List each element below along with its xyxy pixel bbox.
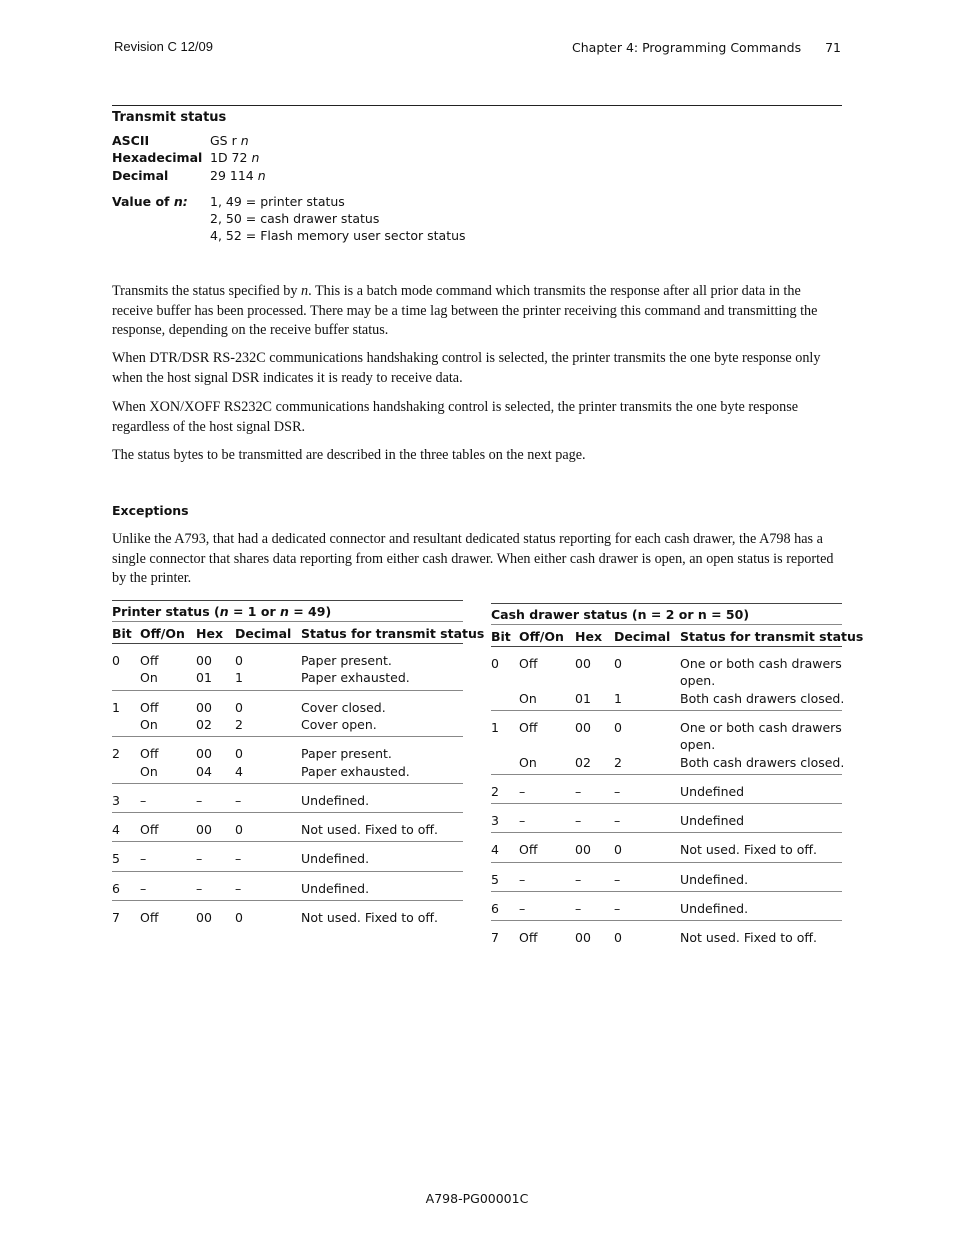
- decimal-label: Decimal: [112, 168, 169, 183]
- row-divider: [112, 841, 463, 842]
- row-divider: [112, 900, 463, 901]
- cell-status: Cover open.: [301, 716, 377, 732]
- header-chapter: [572, 40, 841, 55]
- description-paragraph: When DTR/DSR RS-232C communications handshaking control is selected, the printer transmits the one byte response only when the host signal DSR indicates it is ready to receive data.: [112, 350, 821, 386]
- cell-bit: 5: [112, 851, 120, 867]
- cell-status: Cover closed.: [301, 699, 386, 715]
- cell-bit: 7: [112, 910, 120, 925]
- cell-status: Not used. Fixed to off.: [680, 930, 817, 946]
- cell-decimal: 0: [235, 910, 243, 925]
- cell-decimal: 0: [614, 842, 622, 858]
- value-of-n-item: 4, 52 = Flash memory user sector status: [210, 228, 466, 243]
- cell-hex: 01: [196, 670, 212, 686]
- cell-hex: 04: [196, 763, 212, 779]
- cell-off-on: –: [519, 813, 526, 829]
- value-of-n-item: 1, 49 = printer status: [210, 194, 345, 209]
- cell-hex: –: [575, 783, 582, 799]
- cell-decimal: 0: [235, 653, 243, 668]
- row-divider: [112, 736, 463, 737]
- col-header-bit: Bit: [112, 626, 132, 641]
- col-header-status: Status for transmit status: [301, 626, 485, 641]
- col-header-hex: Hex: [575, 629, 603, 644]
- cell-bit: 4: [491, 842, 499, 858]
- cell-off-on: Off: [140, 746, 159, 762]
- cell-hex: 02: [575, 754, 591, 770]
- description-paragraph: When XON/XOFF RS232C communications handshaking control is selected, the printer transmits the one byte response regardless of the host signal DSR.: [112, 399, 799, 435]
- section-rule: [112, 105, 842, 106]
- cell-off-on: On: [140, 716, 158, 732]
- chapter-title: Chapter 4: Programming Commands: [572, 40, 802, 55]
- cell-bit: 5: [491, 871, 499, 887]
- cell-status: Undefined.: [680, 871, 749, 887]
- cell-status: open.: [680, 673, 716, 689]
- header-revision: Revision C 12/09: [114, 39, 213, 54]
- command-title: Transmit status: [112, 110, 227, 125]
- cell-off-on: On: [519, 690, 537, 706]
- table-rule: [491, 646, 842, 647]
- cell-off-on: Off: [519, 842, 538, 858]
- table-rule: [491, 624, 842, 625]
- cell-hex: –: [575, 901, 582, 916]
- cell-off-on: Off: [140, 699, 159, 715]
- cell-off-on: On: [519, 754, 537, 770]
- cell-status: Undefined: [680, 783, 745, 799]
- row-divider: [491, 920, 842, 921]
- col-header-bit: Bit: [491, 629, 511, 644]
- cell-bit: 3: [491, 813, 499, 829]
- printer-status-table: [112, 600, 485, 925]
- cell-off-on: Off: [140, 653, 159, 668]
- cell-status: Not used. Fixed to off.: [301, 910, 438, 925]
- cell-off-on: –: [519, 871, 526, 887]
- cell-status: Not used. Fixed to off.: [680, 842, 817, 858]
- cell-bit: 7: [491, 930, 499, 946]
- cell-status: Not used. Fixed to off.: [301, 822, 438, 838]
- cell-off-on: –: [140, 792, 147, 808]
- cell-decimal: 4: [235, 763, 243, 779]
- value-of-n-item: 2, 50 = cash drawer status: [210, 211, 380, 226]
- cell-off-on: Off: [519, 656, 538, 671]
- cell-bit: 6: [491, 901, 499, 916]
- cell-hex: 00: [575, 656, 591, 671]
- cell-off-on: –: [140, 851, 147, 867]
- cell-hex: –: [196, 880, 203, 896]
- col-header-off-on: Off/On: [519, 629, 564, 644]
- printer-table-title: Printer status (n = 1 or n = 49): [112, 604, 332, 619]
- cell-decimal: –: [614, 871, 621, 887]
- cell-bit: 0: [112, 653, 120, 668]
- cell-hex: 01: [575, 690, 591, 706]
- row-divider: [112, 783, 463, 784]
- decimal-value: 29 114 n: [210, 168, 266, 183]
- cell-hex: 00: [196, 822, 212, 838]
- cell-status: Undefined: [680, 813, 745, 829]
- page-number: 71: [825, 40, 841, 55]
- cell-off-on: –: [140, 880, 147, 896]
- cell-bit: 0: [491, 656, 499, 671]
- cell-hex: 00: [575, 719, 591, 735]
- cell-decimal: 0: [235, 699, 243, 715]
- row-divider: [112, 812, 463, 813]
- hex-value: 1D 72 n: [210, 150, 260, 165]
- cell-decimal: 2: [235, 716, 243, 732]
- col-header-status: Status for transmit status: [680, 629, 864, 644]
- cell-hex: 00: [196, 910, 212, 925]
- cell-decimal: –: [614, 813, 621, 829]
- cell-bit: 4: [112, 822, 120, 838]
- cell-decimal: 1: [614, 690, 622, 706]
- cell-decimal: –: [235, 851, 242, 867]
- hex-label: Hexadecimal: [112, 150, 203, 165]
- cell-status: Undefined.: [301, 851, 370, 867]
- cell-off-on: On: [140, 670, 158, 686]
- cell-status: One or both cash drawers: [680, 656, 842, 671]
- cell-hex: 00: [196, 653, 212, 668]
- cell-decimal: –: [614, 783, 621, 799]
- col-header-hex: Hex: [196, 626, 224, 641]
- cell-status: One or both cash drawers: [680, 719, 842, 735]
- cell-hex: –: [196, 851, 203, 867]
- footer-doc-id: A798-PG00001C: [425, 1191, 529, 1206]
- cell-hex: 02: [196, 716, 212, 732]
- cell-decimal: 0: [235, 822, 243, 838]
- cell-off-on: –: [519, 783, 526, 799]
- cell-bit: 2: [112, 746, 120, 762]
- col-header-off-on: Off/On: [140, 626, 185, 641]
- cell-hex: 00: [575, 930, 591, 946]
- cell-hex: 00: [196, 746, 212, 762]
- cell-off-on: On: [140, 763, 158, 779]
- col-header-decimal: Decimal: [614, 629, 671, 644]
- row-divider: [491, 774, 842, 775]
- col-header-decimal: Decimal: [235, 626, 292, 641]
- exceptions-paragraph: Unlike the A793, that had a dedicated connector and resultant dedicated status reporting for each cash drawer, the A798 has a single connector that shares data reporting from either cash drawer. When either cash drawer is open, an open status is reported by the printer.: [112, 531, 834, 586]
- cell-bit: 2: [491, 783, 499, 799]
- row-divider: [491, 862, 842, 863]
- cell-decimal: 0: [614, 719, 622, 735]
- cell-off-on: Off: [519, 930, 538, 946]
- ascii-label: ASCII: [112, 133, 150, 148]
- cell-status: Both cash drawers closed.: [680, 754, 845, 770]
- cell-decimal: –: [235, 792, 242, 808]
- cell-bit: 1: [112, 699, 120, 715]
- cell-off-on: Off: [140, 822, 159, 838]
- cell-decimal: 0: [614, 930, 622, 946]
- table-rule: [112, 643, 463, 644]
- cell-status: Both cash drawers closed.: [680, 690, 845, 706]
- row-divider: [491, 832, 842, 833]
- cell-decimal: 0: [235, 746, 243, 762]
- row-divider: [112, 871, 463, 872]
- cell-status: Paper exhausted.: [301, 670, 410, 686]
- cell-decimal: –: [614, 901, 621, 916]
- cell-decimal: 2: [614, 754, 622, 770]
- cell-status: Paper present.: [301, 746, 392, 762]
- ascii-value: GS r n: [210, 133, 249, 148]
- table-top-rule: [491, 603, 842, 604]
- cell-off-on: –: [519, 901, 526, 916]
- cell-off-on: Off: [140, 910, 159, 925]
- cell-bit: 3: [112, 792, 120, 808]
- table-rule: [112, 621, 463, 622]
- table-top-rule: [112, 600, 463, 601]
- value-of-n-label: Value of n:: [112, 194, 188, 209]
- cell-status: open.: [680, 737, 716, 753]
- cell-hex: –: [575, 871, 582, 887]
- cell-hex: 00: [575, 842, 591, 858]
- cell-off-on: Off: [519, 719, 538, 735]
- description-paragraph: The status bytes to be transmitted are described in the three tables on the next page.: [112, 447, 586, 463]
- cell-hex: 00: [196, 699, 212, 715]
- cell-status: Paper exhausted.: [301, 763, 410, 779]
- cell-decimal: 0: [614, 656, 622, 671]
- row-divider: [491, 891, 842, 892]
- exceptions-title: Exceptions: [112, 503, 189, 518]
- cash-drawer-status-table: [491, 603, 864, 946]
- cell-status: Undefined.: [301, 792, 370, 808]
- row-divider: [491, 710, 842, 711]
- drawer-table-title: Cash drawer status (n = 2 or n = 50): [491, 607, 750, 622]
- row-divider: [491, 803, 842, 804]
- cell-status: Undefined.: [680, 901, 749, 916]
- cell-bit: 1: [491, 719, 499, 735]
- description-paragraph: Transmits the status specified by n. This is a batch mode command which transmits the response after all prior data in the receive buffer has been processed. There may be a time lag between the printer receiving this command and transmitting the response, depending on the receive buffer status.: [112, 283, 818, 338]
- cell-status: Undefined.: [301, 880, 370, 896]
- cell-bit: 6: [112, 880, 120, 896]
- row-divider: [112, 690, 463, 691]
- cell-decimal: 1: [235, 670, 243, 686]
- cell-decimal: –: [235, 880, 242, 896]
- cell-status: Paper present.: [301, 653, 392, 668]
- cell-hex: –: [196, 792, 203, 808]
- cell-hex: –: [575, 813, 582, 829]
